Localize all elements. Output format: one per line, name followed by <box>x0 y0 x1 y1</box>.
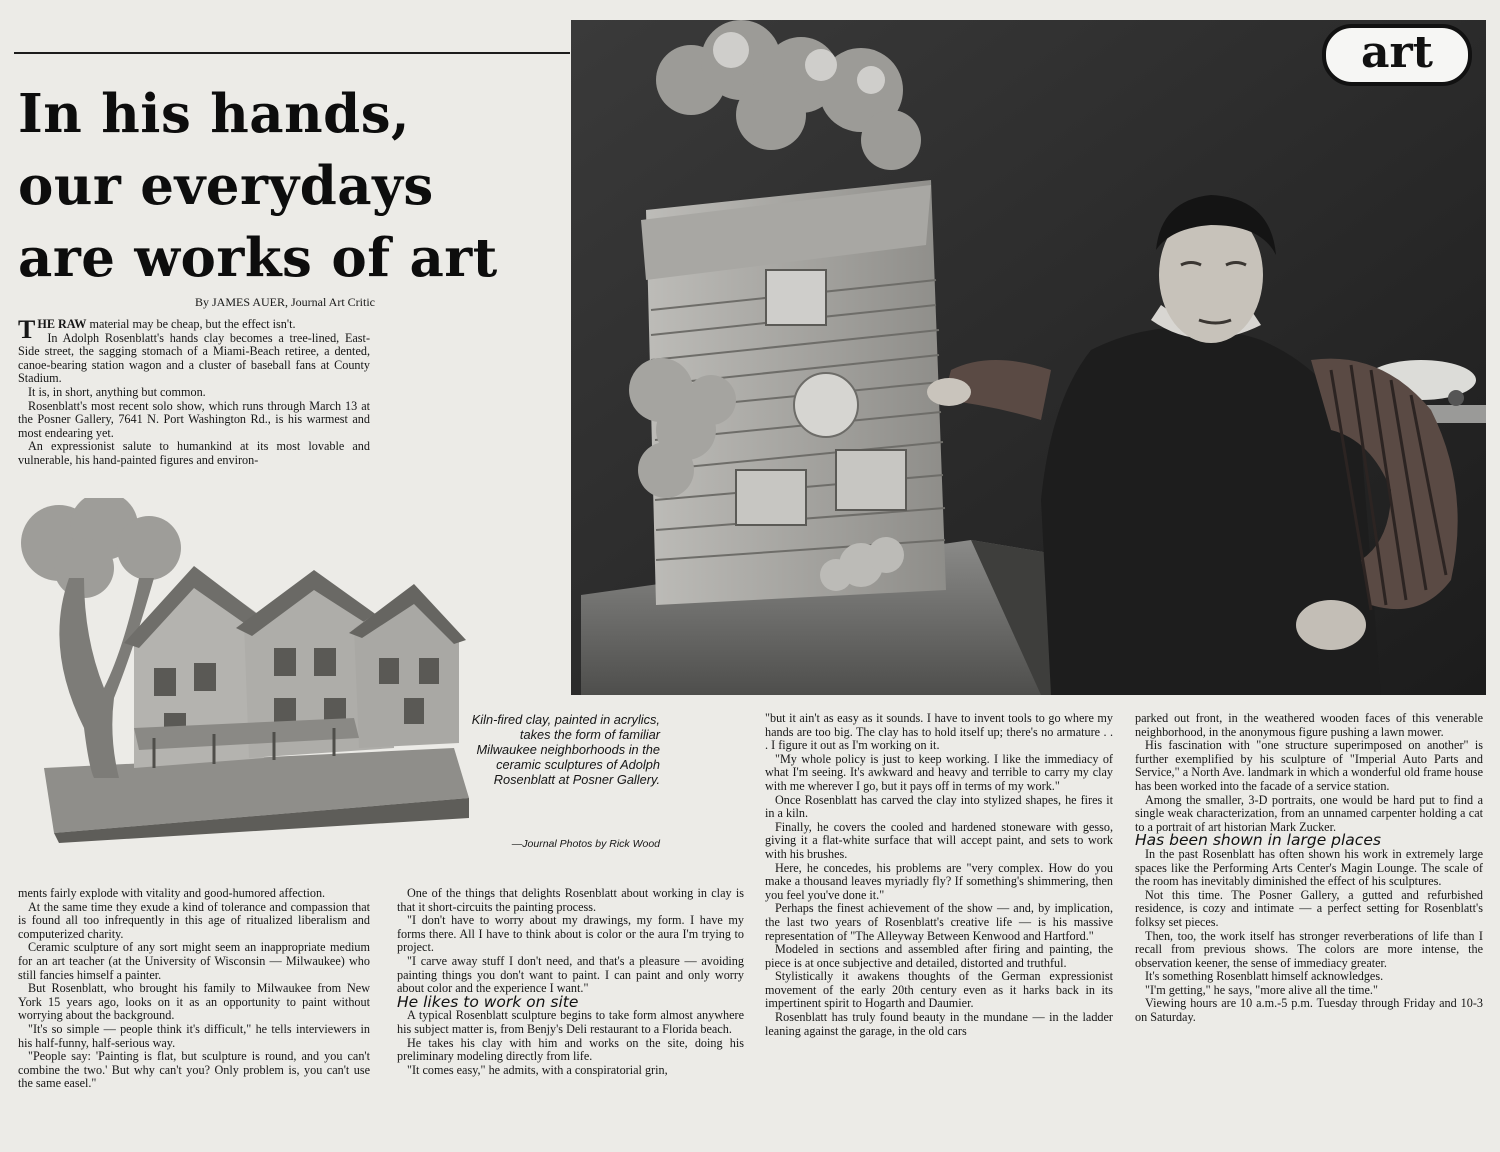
article-paragraph: Ceramic sculpture of any sort might seem an inappropriate medium for an art teacher (at the University of Wisconsin — Milwaukee) who still fancies himself a painter. <box>18 940 370 982</box>
article-column-c <box>765 712 1113 1038</box>
article-paragraph: "People say: 'Painting is flat, but sculpture is round, and you can't combine the two.' But why can't you? Only problem is, you can't use the same easel." <box>18 1049 370 1091</box>
article-paragraph: Viewing hours are 10 a.m.-5 p.m. Tuesday through Friday and 10-3 on Saturday. <box>1135 996 1483 1025</box>
headline-line-3: are works of art <box>18 227 498 289</box>
lead-rest: material may be cheap, but the effect isn't. <box>86 317 296 331</box>
article-paragraph: parked out front, in the weathered wooden faces of this venerable neighborhood, in the anonymous figure pushing a lawn mower. <box>1135 711 1483 739</box>
article-paragraph: In Adolph Rosenblatt's hands clay becomes a tree-lined, East-Side street, the sagging stomach of a Miami-Beach retiree, a dented, canoe-bearing station wagon and a cluster of baseball fans at County Stadium. <box>18 330 370 386</box>
article-paragraph: Modeled in sections and assembled after firing and painting, the piece is at once subjective and detailed, distorted and truthful. <box>765 942 1113 970</box>
article-paragraph: It is, in short, anything but common. <box>28 384 206 399</box>
article-paragraph: "I carve away stuff I don't need, and that's a pleasure — avoiding painting things you don't want to paint. I can paint and only worry about color and the experience I want." <box>397 953 744 996</box>
article-paragraph: "It comes easy," he admits, with a conspiratorial grin, <box>407 1062 668 1077</box>
headline-line-2: our everydays <box>18 155 434 217</box>
article-paragraph: But Rosenblatt, who brought his family to Milwaukee from New York 15 years ago, looks on it as an opportunity to paint without worrying about the background. <box>18 981 370 1023</box>
photo-artist-illustration <box>571 20 1486 695</box>
headline <box>18 78 563 294</box>
article-paragraph: Once Rosenblatt has carved the clay into stylized shapes, he fires it in a kiln. <box>765 792 1113 821</box>
article-column-a <box>18 887 370 1091</box>
article-paragraph: One of the things that delights Rosenblatt about working in clay is that it short-circuits the painting process. <box>397 886 744 914</box>
article-paragraph: Then, too, the work itself has stronger reverberations of life than I recall from previous shows. The colors are more intense, the observation keener, the sense of immediacy greater. <box>1135 928 1483 970</box>
article-paragraph: An expressionist salute to humankind at its most lovable and vulnerable, his hand-painted figures and environ- <box>18 439 370 467</box>
article-paragraph: "but it ain't as easy as it sounds. I have to invent tools to go where my hands are too big. The clay has to hold itself up; there's no armature . . . I figure it out as I'm working on it. <box>765 711 1113 753</box>
article-paragraph: A typical Rosenblatt sculpture begins to take form almost anywhere his subject matter is, from Benjy's Deli restaurant to a Florida beach. <box>397 1008 744 1036</box>
article-paragraph: At the same time they exude a kind of tolerance and compassion that is found all too infrequently in this age of ritualized liberalism and computerized charity. <box>18 899 370 941</box>
lead-paragraph <box>18 315 370 344</box>
photo-caption: Kiln-fired clay, painted in acrylics, takes the form of familiar Milwaukee neighborhoods in the ceramic sculptures of Adolph Rosenblatt at Posner Gallery. <box>471 712 660 787</box>
house-sculpture-illustration <box>14 498 469 843</box>
photo-credit: —Journal Photos by Rick Wood <box>511 838 660 850</box>
photo-house-sculpture <box>14 498 469 843</box>
photo-artist-with-sculpture <box>571 20 1486 695</box>
headline-line-1: In his hands, <box>18 83 410 145</box>
headline-rule <box>14 52 570 54</box>
article-paragraph: It's something Rosenblatt himself acknowledges. <box>1145 969 1384 984</box>
byline: By JAMES AUER, Journal Art Critic <box>194 295 375 309</box>
lead-column <box>18 315 370 468</box>
article-paragraph: Perhaps the finest achievement of the show — and, by implication, the last two years of Rosenblatt's creative life — is his massive representation of "The Alleyway Between Kenwood and Hartford." <box>765 901 1113 943</box>
subhead-large-places: Has been shown in large places <box>1135 831 1381 850</box>
article-column-b <box>397 887 744 1077</box>
article-paragraph: Rosenblatt's most recent solo show, which runs through March 13 at the Posner Gallery, 7641 N. Port Washington Rd., is his warmest and most endearing yet. <box>18 398 370 440</box>
article-column-d <box>1135 712 1483 1025</box>
article-paragraph: His fascination with "one structure superimposed on another" is further exemplified by his sculpture of "Imperial Auto Parts and Service," a North Ave. landmark in which a wonderful old frame house has been worked into the facade of a service station. <box>1135 738 1483 793</box>
section-logo-art: art <box>1322 24 1472 86</box>
lead-smallcaps: HE RAW <box>37 317 87 331</box>
article-paragraph: Among the smaller, 3-D portraits, one would be hard put to find a single weak characterization, from an unnamed carpenter holding a cat to a portrait of art historian Mark Zucker. <box>1135 792 1483 834</box>
article-paragraph: He takes his clay with him and works on the site, doing his preliminary modeling directly from life. <box>397 1035 744 1064</box>
article-paragraph: "It's so simple — people think it's difficult," he tells interviewers in his half-funny, half-serious way. <box>18 1021 370 1050</box>
article-paragraph: "I'm getting," he says, "more alive all the time." <box>1145 982 1378 997</box>
article-paragraph: Here, he concedes, his problems are "very complex. How do you make a thousand leaves myriadly fly? If something's shimmering, then you feel you've done it." <box>765 860 1113 902</box>
article-paragraph: Rosenblatt has truly found beauty in the mundane — in the ladder leaning against the garage, in the old cars <box>765 1010 1113 1038</box>
drop-cap: T <box>18 315 36 344</box>
article-paragraph: "My whole policy is just to keep working. I like the immediacy of what I'm seeing. It's awkward and heavy and terrible to carry my clay with me wherever I go, but it pays off in terms of my work." <box>765 751 1113 793</box>
article-paragraph: Finally, he covers the cooled and hardened stoneware with gesso, giving it a flat-white surface that will accept paint, and sets to work with his brushes. <box>765 819 1113 861</box>
article-paragraph: Stylistically it awakens thoughts of the German expressionist movement of the early 20th century even as it harks back in its impertinent spirit to Hogarth and Daumier. <box>765 969 1113 1011</box>
article-paragraph: "I don't have to worry about my drawings, my form. I have my forms there. All I have to think about is color or the aura I'm trying to project. <box>397 913 744 955</box>
article-paragraph: Not this time. The Posner Gallery, a gutted and refurbished residence, is cozy and intimate — a perfect setting for Rosenblatt's folksy set pieces. <box>1135 887 1483 929</box>
subhead-works-on-site: He likes to work on site <box>397 992 579 1011</box>
article-paragraph: In the past Rosenblatt has often shown his work in extremely large spaces like the Performing Arts Center's Magin Lounge. The scale of the room has inevitably diminished the effect of his sculptures. <box>1135 846 1483 889</box>
article-paragraph: ments fairly explode with vitality and good-humored affection. <box>18 886 326 900</box>
